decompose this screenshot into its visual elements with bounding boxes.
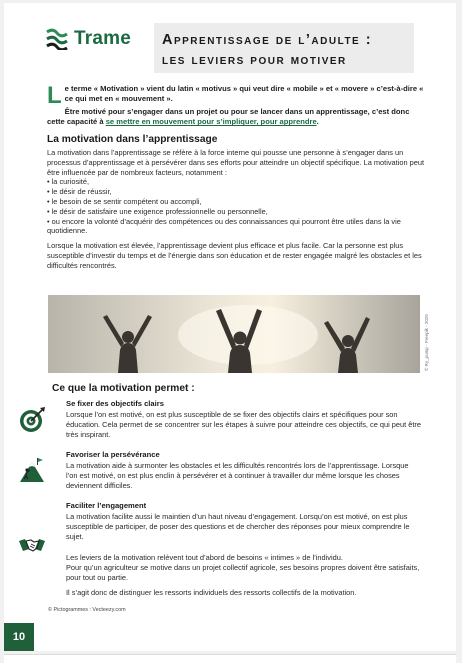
- closing-paragraph-1: Les leviers de la motivation relèvent tout d’abord de besoins « intimes » de l’individu. Pour qu’un agriculteur se motive dans un projet collectif agricole, ses besoins propres doivent être satisfaits, pour tout ou partie.: [66, 553, 420, 582]
- title-line-1: Apprentissage de l’adulte :: [162, 32, 373, 48]
- closing-paragraph-2: Il s’agit donc de distinguer les ressorts individuels des ressorts collectifs de la motivation.: [66, 588, 357, 598]
- title-line-2: les leviers pour motiver: [162, 52, 347, 68]
- benefit-text: La motivation facilite aussi le maintien d’un haut niveau d’engagement. Lorsqu’on est motivé, on est plus susceptible de participer, de poser des questions et de chercher des réponses pour mieux comprendre le sujet.: [66, 512, 410, 541]
- raised-arms-silhouettes-image: [48, 295, 420, 373]
- intro-p2-start: Être motivé pour s’engager dans un projet ou pour se lancer dans un apprentissage, c’est donc cette capacité à: [47, 106, 410, 127]
- benefit-item-engagement: [66, 501, 422, 541]
- document-page: [4, 3, 456, 651]
- benefit-title: Favoriser la persévérance: [66, 450, 160, 459]
- intro-block: [47, 84, 425, 130]
- benefit-text: La motivation aide à surmonter les obstacles et les difficultés rencontrés lors de l’apprentissage. Lorsque l’on est motivé, on est plus enclin à persévérer et à continuer à travailler dur même lorsque les choses deviennent difficiles.: [66, 461, 409, 490]
- mountain-climber-icon: [18, 456, 46, 484]
- photo-credit: © Ry_pump - Freepik - 2025: [424, 314, 429, 371]
- pictogram-credit: © Pictogrammes : Vecteezy.com: [48, 607, 126, 613]
- handshake-icon: [18, 531, 46, 559]
- drop-cap: L: [47, 82, 62, 109]
- intro-paragraph-2: [47, 107, 425, 128]
- next-page-edge: [4, 654, 456, 663]
- section-motivation-paragraph-2: Lorsque la motivation est élevée, l’apprentissage devient plus efficace et plus facile. Car la personne est plus susceptible d’investir du temps et de l’énergie dans son éducation et de rester engagée malgré les obstacles et les difficultés rencontrés.: [47, 241, 422, 270]
- list-item: • la curiosité,: [47, 177, 90, 187]
- page-title: [154, 23, 414, 73]
- benefit-text: Lorsque l’on est motivé, on est plus susceptible de se fixer des objectifs clairs et spécifiques pour son éducation. Cela permet de se concentrer sur les étapes à suivre pour atteindre ces objectifs, ce qui peut être très inspirant.: [66, 410, 421, 439]
- benefit-item-perseverance: [66, 450, 422, 490]
- list-item: • le désir de réussir,: [47, 187, 112, 197]
- section-heading-motivation: La motivation dans l’apprentissage: [47, 134, 218, 145]
- celebration-photo: [48, 295, 420, 373]
- intro-highlight: se mettre en mouvement pour s’impliquer, pour apprendre: [105, 117, 317, 127]
- benefit-title: Se fixer des objectifs clairs: [66, 399, 164, 408]
- page-number: 10: [4, 623, 34, 651]
- list-item: • le désir de satisfaire une exigence professionnelle ou personnelle,: [47, 206, 268, 216]
- target-icon: [18, 406, 46, 434]
- brand-logo: [45, 28, 131, 50]
- benefit-item-objectives: [66, 399, 422, 439]
- section-motivation-body: [47, 148, 425, 276]
- factor-list: [47, 177, 425, 236]
- section-motivation-paragraph-1: La motivation dans l’apprentissage se réfère à la force interne qui pousse une personne à s’engager dans un processus d’apprentissage et à persévérer dans ses efforts pour atteindre un objectif spécifique. La motivation peut être influencée par de nombreux facteurs, notamment :: [47, 148, 425, 177]
- closing-text: [66, 553, 422, 604]
- list-item: • ou encore la volonté d’acquérir des compétences ou des connaissances qui pourront être utiles dans la vie quotidienne.: [47, 216, 401, 236]
- brand-name: Trame: [74, 28, 131, 49]
- intro-p2-end: .: [316, 117, 319, 127]
- intro-paragraph-1: e terme « Motivation » vient du latin « motivus » qui veut dire « mobile » et « movere » c’est-à-dire « ce qui met en « mouvement ».: [64, 84, 424, 104]
- trame-logo-icon: [45, 28, 69, 50]
- benefit-title: Faciliter l’engagement: [66, 501, 147, 510]
- list-item: • le besoin de se sentir compétent ou accompli,: [47, 196, 202, 206]
- section-heading-benefits: Ce que la motivation permet :: [52, 383, 195, 394]
